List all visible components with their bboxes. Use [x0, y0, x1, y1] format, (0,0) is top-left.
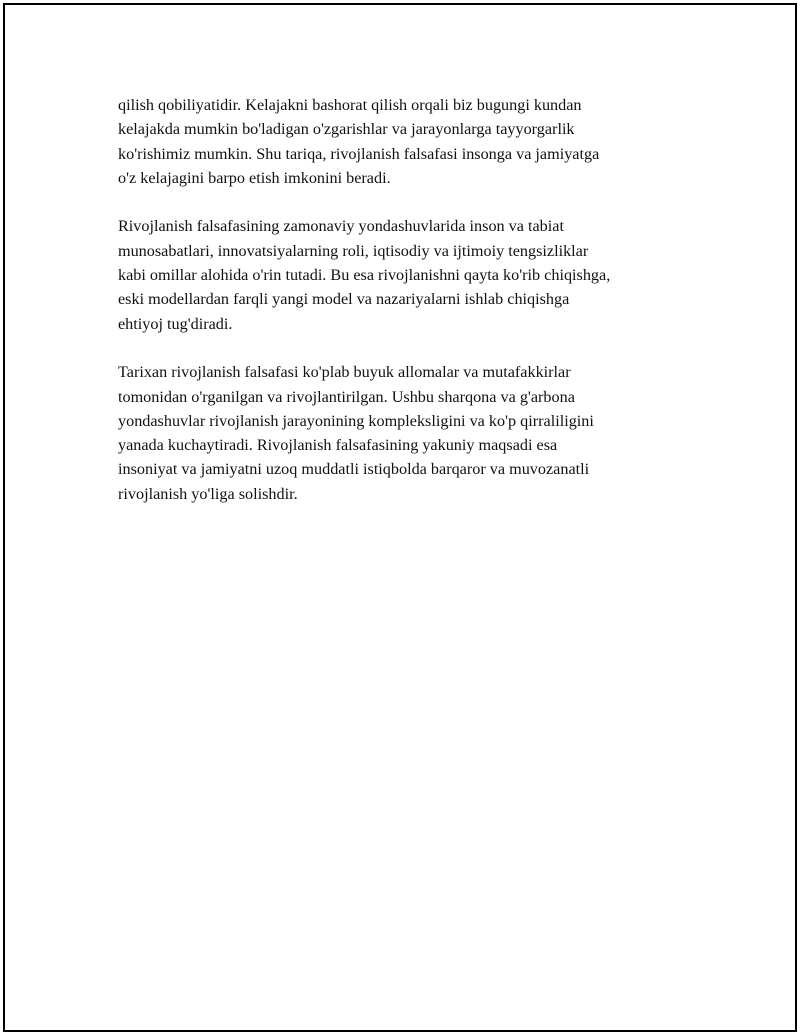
document-body [118, 93, 688, 530]
paragraph-2: Rivojlanish falsafasining zamonaviy yondashuvlarida inson va tabiat munosabatlari, innovatsiyalarning roli, iqtisodiy va ijtimoiy tengsizliklar kabi omillar alohida o'rin tutadi. Bu esa rivojlanishni qayta ko'rib chiqishga, eski modellardan farqli yangi model va nazariyalarni ishlab chiqishga ehtiyoj tug'diradi. [118, 217, 611, 333]
paragraph-3: Tarixan rivojlanish falsafasi ko'plab buyuk allomalar va mutafakkirlar tomonidan o'rganilgan va rivojlantirilgan. Ushbu sharqona va g'arbona yondashuvlar rivojlanish jarayonining kompleksligini va ko'p qirraliligini yanada kuchaytiradi. Rivojlanish falsafasining yakuniy maqsadi esa insoniyat va jamiyatni uzoq muddatli istiqbolda barqaror va muvozanatli rivojlanish yo'liga solishdir. [118, 363, 594, 503]
paragraph-1: qilish qobiliyatidir. Kelajakni bashorat qilish orqali biz bugungi kundan kelajakda mumkin bo'ladigan o'zgarishlar va jarayonlarga tayyorgarlik ko'rishimiz mumkin. Shu tariqa, rivojlanish falsafasi insonga va jamiyatga o'z kelajagini barpo etish imkonini beradi. [118, 96, 600, 187]
